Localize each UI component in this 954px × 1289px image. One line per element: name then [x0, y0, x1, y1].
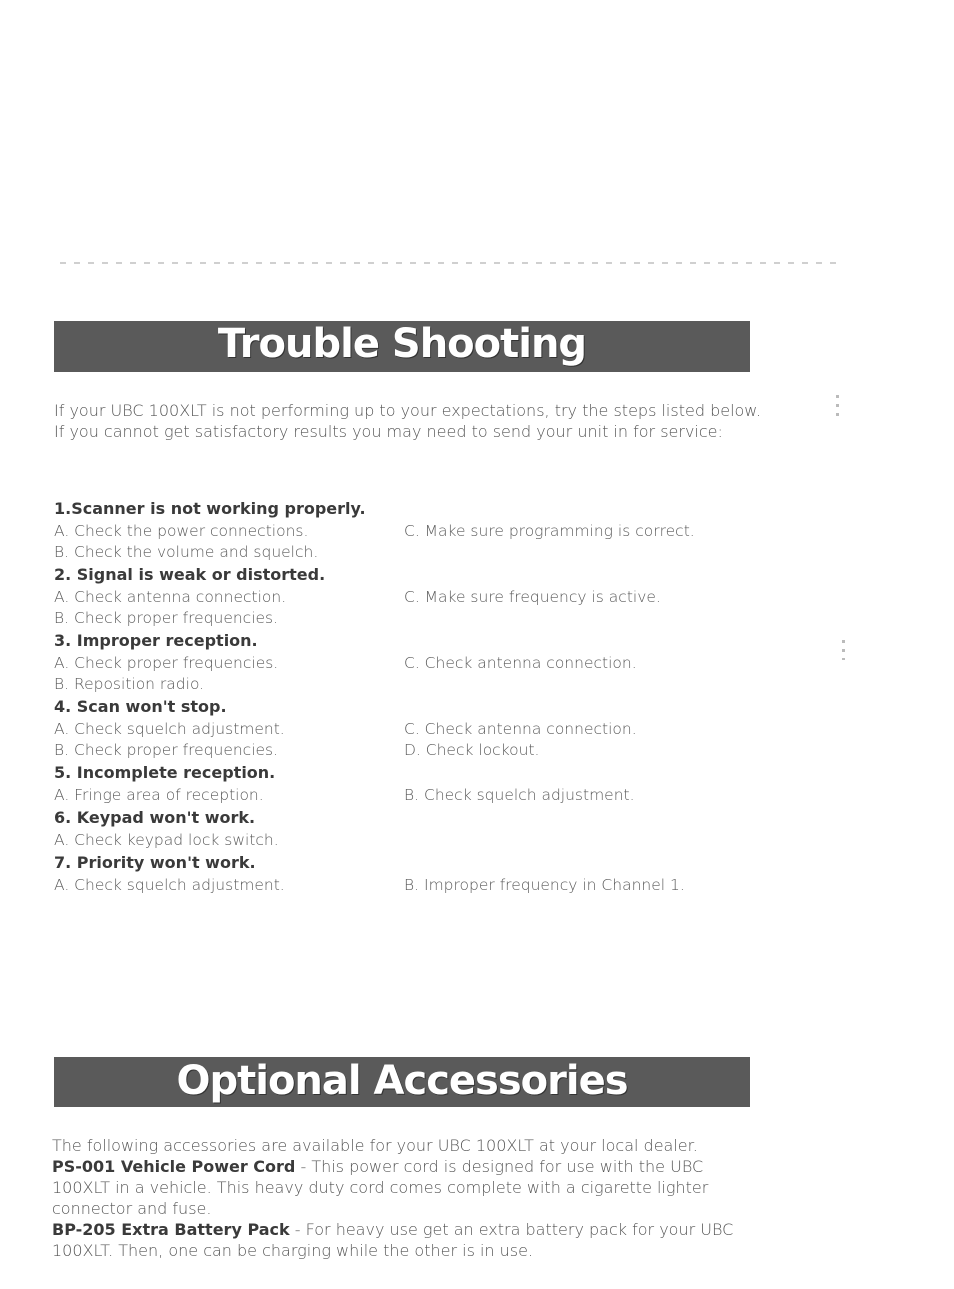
margin-scan-marks [836, 395, 839, 420]
scan-noise-decoration [0, 10, 880, 160]
accessory-item [52, 1219, 762, 1261]
solution-step [404, 542, 774, 563]
problem-item [54, 563, 774, 629]
problem-heading: 2. Signal is weak or distorted. [54, 565, 326, 584]
solution-step: B. Improper frequency in Channel 1. [404, 876, 685, 894]
accessory-item [52, 1156, 762, 1219]
solution-step: A. Check the power connections. [54, 522, 309, 540]
solution-step [404, 608, 774, 629]
solution-step: A. Check proper frequencies. [54, 654, 279, 672]
accessory-description: - For heavy use get an extra battery pack for your UBC 100XLT. Then, one can be charging while the other is in use. [52, 1220, 734, 1260]
solution-row [54, 587, 774, 608]
solution-row [54, 830, 774, 851]
problem-heading: 1.Scanner is not working properly. [54, 499, 366, 518]
solution-step: B. Check proper frequencies. [54, 741, 279, 759]
solution-step: C. Check antenna connection. [404, 720, 637, 738]
problem-heading: 5. Incomplete reception. [54, 763, 276, 782]
solution-step: B. Check proper frequencies. [54, 609, 279, 627]
solution-row [54, 785, 774, 806]
solution-step: A. Check antenna connection. [54, 588, 287, 606]
solution-row [54, 740, 774, 761]
solution-step: D. Check lockout. [404, 741, 540, 759]
problem-item [54, 629, 774, 695]
problem-heading: 4. Scan won't stop. [54, 697, 227, 716]
solution-step: A. Check squelch adjustment. [54, 720, 285, 738]
solution-step: A. Check squelch adjustment. [54, 876, 285, 894]
solution-step: B. Reposition radio. [54, 675, 205, 693]
solution-row [54, 653, 774, 674]
problem-item [54, 497, 774, 563]
problem-heading: 6. Keypad won't work. [54, 808, 256, 827]
problem-item [54, 695, 774, 761]
solution-row [54, 542, 774, 563]
margin-scan-marks [842, 640, 845, 660]
problem-item [54, 851, 774, 896]
solution-step: C. Make sure programming is correct. [404, 522, 695, 540]
solution-row [54, 608, 774, 629]
solution-row [54, 719, 774, 740]
accessory-description: - This power cord is designed for use with the UBC 100XLT in a vehicle. This heavy duty cord comes complete with a cigarette lighter connector and fuse. [52, 1157, 709, 1218]
solution-step: B. Check squelch adjustment. [404, 786, 635, 804]
solution-step: A. Fringe area of reception. [54, 786, 264, 804]
problem-item [54, 761, 774, 806]
solution-step [404, 830, 774, 851]
solution-step: C. Check antenna connection. [404, 654, 637, 672]
troubleshooting-list [54, 497, 774, 896]
solution-step: C. Make sure frequency is active. [404, 588, 661, 606]
solution-row [54, 521, 774, 542]
solution-step: A. Check keypad lock switch. [54, 831, 279, 849]
solution-row [54, 875, 774, 896]
accessories-intro: The following accessories are available for your UBC 100XLT at your local dealer. [52, 1136, 698, 1155]
problem-item [54, 806, 774, 851]
accessory-name: BP-205 Extra Battery Pack [52, 1220, 290, 1239]
solution-step [404, 674, 774, 695]
solution-row [54, 674, 774, 695]
accessories-text [52, 1135, 762, 1261]
problem-heading: 3. Improper reception. [54, 631, 258, 650]
accessories-title: Optional Accessories [54, 1057, 750, 1107]
troubleshooting-intro: If your UBC 100XLT is not performing up to your expectations, try the steps listed below. If you cannot get satisfactory results you may need to send your unit in for service: [54, 401, 762, 441]
scan-line-decoration [60, 262, 840, 264]
troubleshooting-title: Trouble Shooting [54, 321, 750, 372]
problem-heading: 7. Priority won't work. [54, 853, 256, 872]
accessory-name: PS-001 Vehicle Power Cord [52, 1157, 296, 1176]
solution-step: B. Check the volume and squelch. [54, 543, 319, 561]
